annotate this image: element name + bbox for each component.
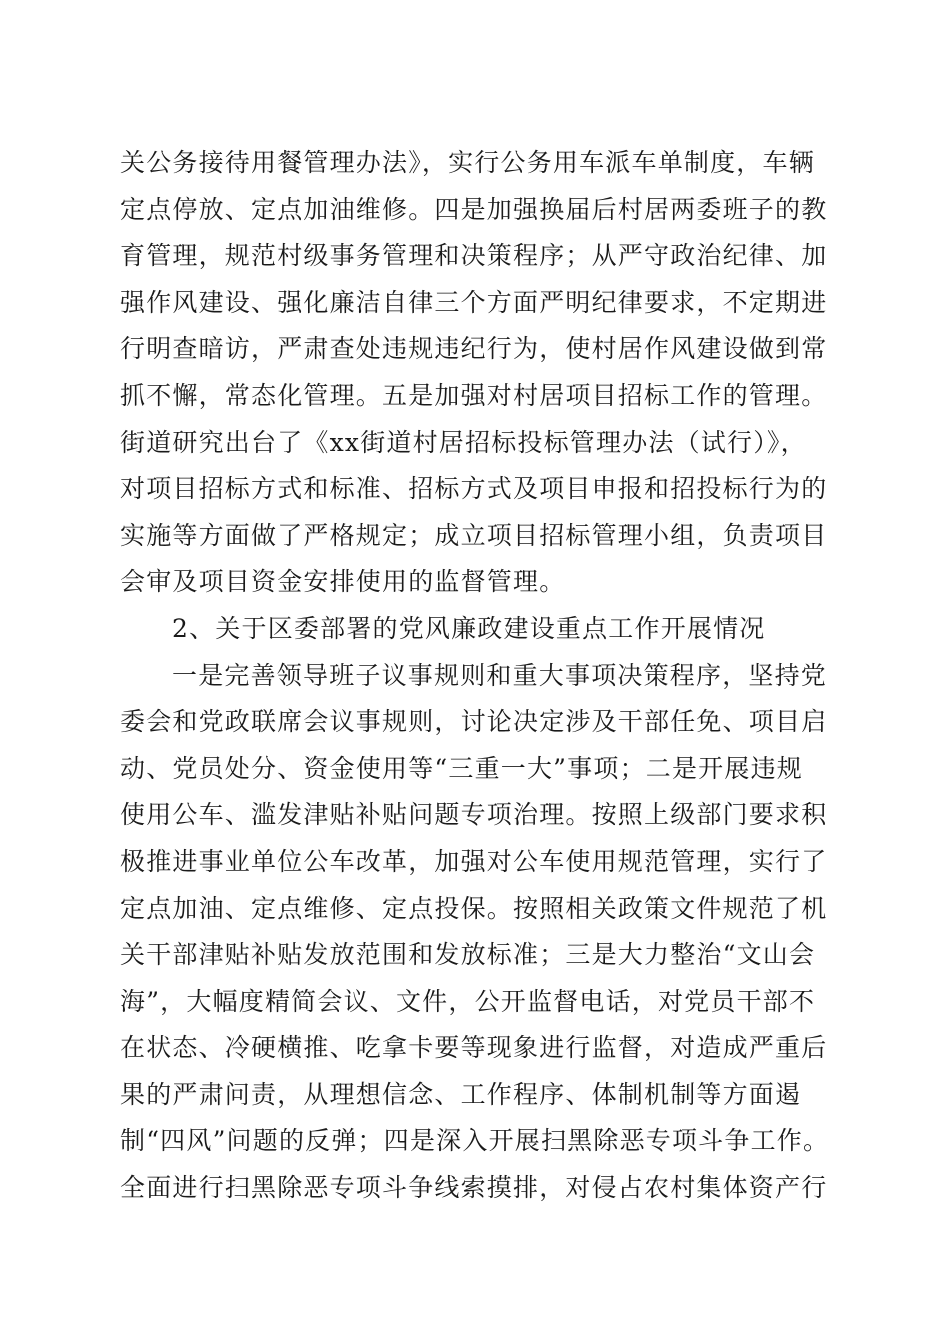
text-line: 关公务接待用餐管理办法》，实行公务用车派车单制度，车辆 [120,148,815,177]
text-line: 果的严肃问责，从理想信念、工作程序、体制机制等方面遏 [120,1079,802,1109]
text-line: 制“四风”问题的反弹；四是深入开展扫黑除恶专项斗争工作。 [120,1126,830,1156]
text-line: 对项目招标方式和标准、招标方式及项目申报和招投标行为的 [120,474,828,504]
text-line: 极推进事业单位公车改革，加强对公车使用规范管理，实行了 [120,846,828,876]
text-line: 一是完善领导班子议事规则和重大事项决策程序，坚持党 [172,660,828,690]
text-line: 海”，大幅度精简会议、文件，公开监督电话，对党员干部不 [120,986,816,1016]
text-line: 使用公车、滥发津贴补贴问题专项治理。按照上级部门要求积 [120,800,828,830]
text-line: 会审及项目资金安排使用的监督管理。 [120,567,566,597]
text-line: 街道研究出台了《xx街道村居招标投标管理办法（试行）》， [120,427,807,457]
text-line: 定点加油、定点维修、定点投保。按照相关政策文件规范了机 [120,893,828,923]
text-line: 在状态、冷硬横推、吃拿卡要等现象进行监督，对造成严重后 [120,1033,828,1063]
text-line: 强作风建设、强化廉洁自律三个方面严明纪律要求，不定期进 [120,287,828,317]
text-line: 动、党员处分、资金使用等“三重一大”事项；二是开展违规 [120,753,803,783]
text-line: 实施等方面做了严格规定；成立项目招标管理小组，负责项目 [120,520,828,550]
body-text [120,140,840,1212]
text-line: 全面进行扫黑除恶专项斗争线索摸排，对侵占农村集体资产行 [120,1173,828,1203]
text-line: 抓不懈，常态化管理。五是加强对村居项目招标工作的管理。 [120,380,828,410]
text-line: 定点停放、定点加油维修。四是加强换届后村居两委班子的教 [120,194,828,224]
text-line: 关干部津贴补贴发放范围和发放标准；三是大力整治“文山会 [120,940,816,970]
text-line: 委会和党政联席会议事规则，讨论决定涉及干部任免、项目启 [120,707,828,737]
section-heading: 2、关于区委部署的党风廉政建设重点工作开展情况 [172,613,766,643]
text-line: 育管理，规范村级事务管理和决策程序；从严守政治纪律、加 [120,241,828,271]
text-line: 行明查暗访，严肃查处违规违纪行为，使村居作风建设做到常 [120,334,828,364]
